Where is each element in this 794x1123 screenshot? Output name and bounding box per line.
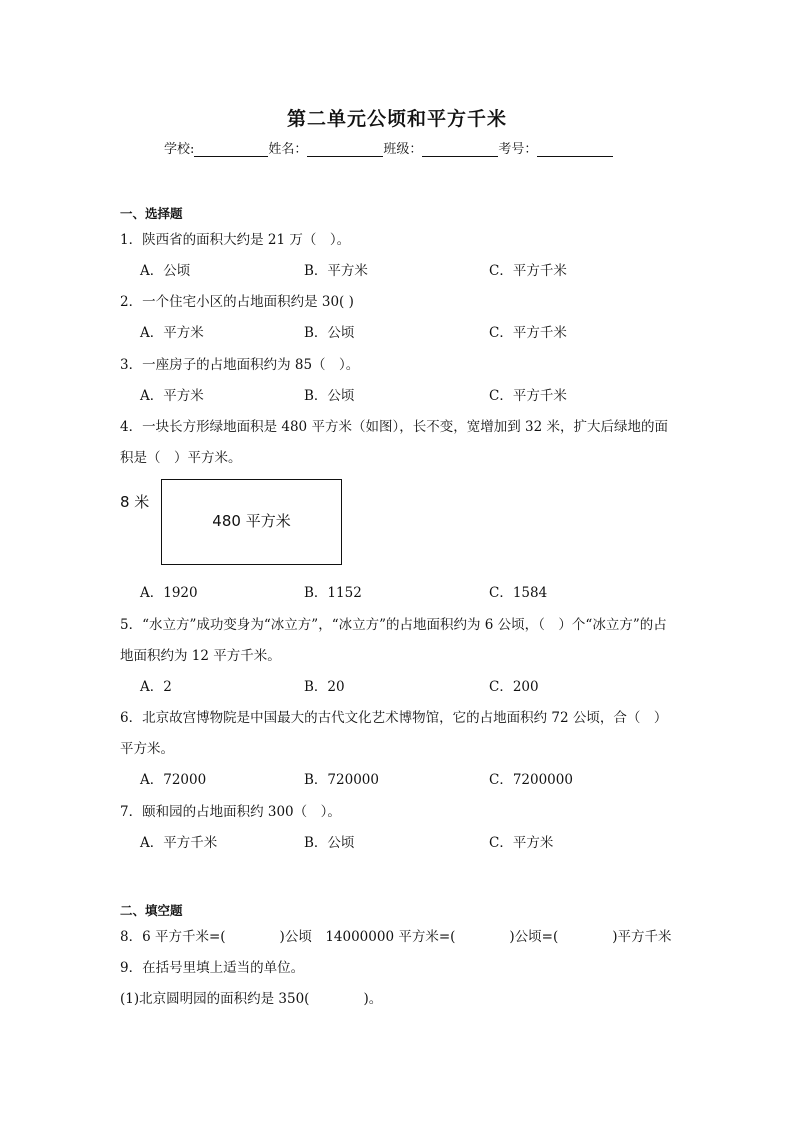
exam-number-blank bbox=[537, 142, 613, 157]
class-label: 班级： bbox=[383, 142, 423, 157]
question-6-option-a: A．72000 bbox=[140, 772, 207, 788]
question-3-option-a: A．平方米 bbox=[140, 388, 204, 404]
question-6-stem-continued: 平方米。 bbox=[120, 741, 174, 757]
question-1-option-c: C．平方千米 bbox=[489, 263, 567, 279]
question-7-stem: 7．颐和园的占地面积约 300（ ）。 bbox=[120, 804, 341, 820]
question-6-stem: 6．北京故宫博物院是中国最大的古代文化艺术博物馆，它的占地面积约 72 公顷，合（ ） bbox=[120, 710, 668, 726]
question-4-option-a: A．1920 bbox=[140, 585, 198, 601]
question-6-option-c: C．7200000 bbox=[489, 772, 573, 788]
class-blank bbox=[422, 142, 498, 157]
question-1-option-b: B．平方米 bbox=[304, 263, 368, 279]
question-2-option-b: B．公顷 bbox=[304, 325, 355, 341]
question-8-stem: 8．6 平方千米=( )公顷 14000000 平方米=( )公顷=( )平方千米 bbox=[120, 929, 672, 945]
school-label: 学校: bbox=[164, 142, 195, 157]
question-1-option-a: A．公顷 bbox=[140, 263, 191, 279]
question-5-stem-continued: 地面积约为 12 平方千米。 bbox=[120, 648, 281, 664]
question-5-option-c: C．200 bbox=[489, 679, 539, 695]
question-9-part-1: (1)北京圆明园的面积约是 350( )。 bbox=[120, 991, 383, 1007]
name-label: 姓名： bbox=[268, 142, 308, 157]
page-title: 第二单元公顷和平方千米 bbox=[286, 108, 507, 130]
question-5-stem: 5．“水立方”成功变身为“冰立方”，“冰立方”的占地面积约为 6 公顷，（ ）个“冰立方”的占 bbox=[120, 617, 667, 633]
rectangle-figure bbox=[161, 479, 342, 565]
question-9-stem: 9．在括号里填上适当的单位。 bbox=[120, 960, 305, 976]
question-4-option-b: B．1152 bbox=[304, 585, 362, 601]
question-4-option-c: C．1584 bbox=[489, 585, 548, 601]
question-2-stem: 2．一个住宅小区的占地面积约是 30( ) bbox=[120, 294, 354, 310]
question-2-option-c: C．平方千米 bbox=[489, 325, 567, 341]
question-3-option-c: C．平方千米 bbox=[489, 388, 567, 404]
rectangle-width-label: 8 米 bbox=[120, 493, 150, 511]
section-heading-choice: 一、选择题 bbox=[120, 206, 183, 221]
student-info-line bbox=[164, 138, 613, 157]
question-2-option-a: A．平方米 bbox=[140, 325, 204, 341]
question-7-option-c: C．平方米 bbox=[489, 835, 554, 851]
section-heading-fill: 二、填空题 bbox=[120, 903, 183, 918]
school-blank bbox=[194, 142, 268, 157]
name-blank bbox=[307, 142, 383, 157]
question-5-option-b: B．20 bbox=[304, 679, 345, 695]
question-7-option-a: A．平方千米 bbox=[140, 835, 218, 851]
question-5-option-a: A．2 bbox=[140, 679, 172, 695]
question-4-stem-continued: 积是（ ）平方米。 bbox=[120, 450, 242, 466]
question-7-option-b: B．公顷 bbox=[304, 835, 355, 851]
question-6-option-b: B．720000 bbox=[304, 772, 379, 788]
question-1-stem: 1．陕西省的面积大约是 21 万（ ）。 bbox=[120, 232, 351, 248]
question-3-stem: 3．一座房子的占地面积约为 85（ ）。 bbox=[120, 357, 360, 373]
question-4-stem: 4．一块长方形绿地面积是 480 平方米（如图），长不变，宽增加到 32 米，扩大后绿地的面 bbox=[120, 419, 668, 435]
question-3-option-b: B．公顷 bbox=[304, 388, 355, 404]
rectangle-area-label: 480 平方米 bbox=[212, 512, 291, 530]
exam-number-label: 考号： bbox=[498, 142, 538, 157]
